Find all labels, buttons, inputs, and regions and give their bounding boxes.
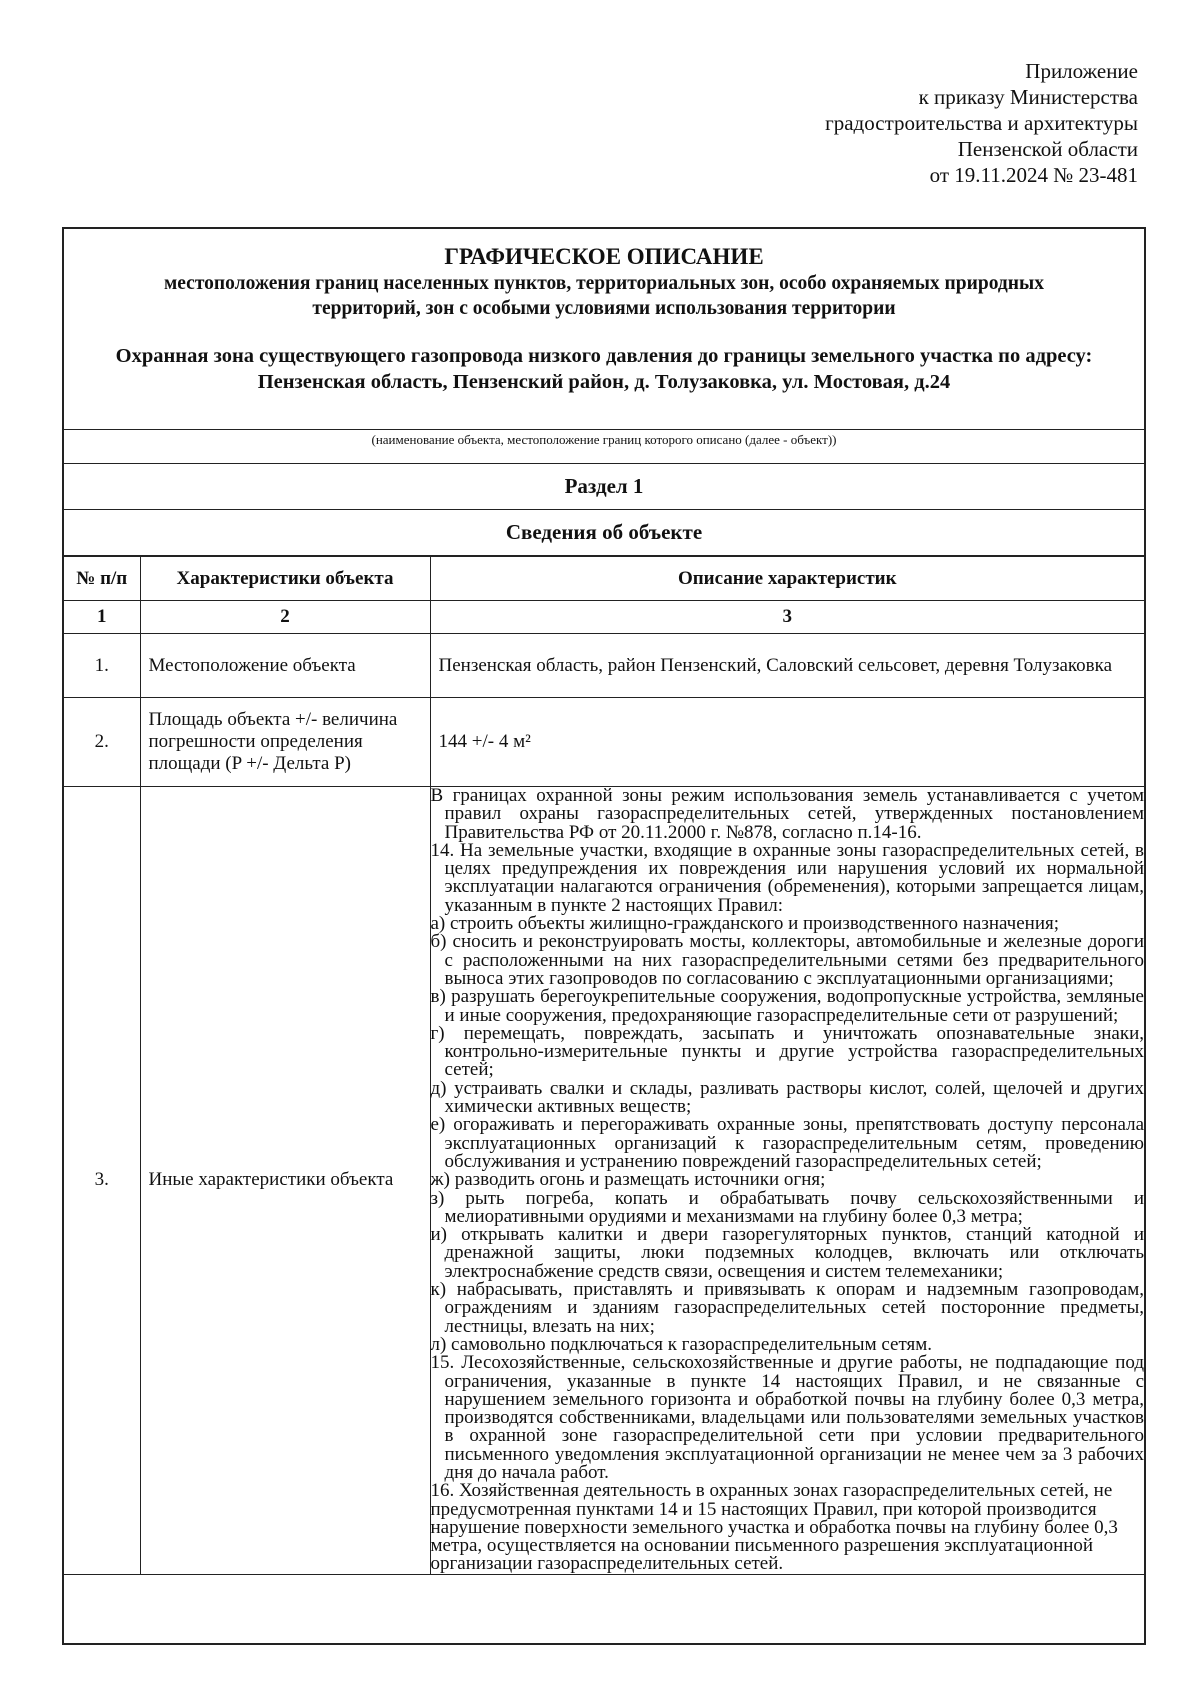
header-cell-description: Описание характеристик — [430, 557, 1144, 601]
description-paragraph: г) перемещать, повреждать, засыпать и уничтожать опознавательные знаки, контрольно-измерительные пункты и другие устройства газораспределительных сетей; — [430, 1022, 1144, 1081]
document-title: ГРАФИЧЕСКОЕ ОПИСАНИЕ — [444, 244, 764, 269]
description-paragraph: ж) разводить огонь и размещать источники огня; — [430, 1169, 826, 1191]
description-paragraph: а) строить объекты жилищно-гражданского и производственного назначения; — [430, 913, 1060, 935]
appendix-line: Пензенской области — [957, 137, 1138, 161]
description-paragraph: 14. На земельные участки, входящие в охранные зоны газораспределительных сетей, в целях предупреждения их повреждения или нарушения условий их нормальной эксплуатации налагаются ограничения (обременения), которыми запрещается лицам, указанным в пункте 2 настоящих Правил: — [430, 839, 1144, 916]
header-cell-number: № п/п — [64, 557, 140, 601]
table-header-row — [64, 557, 1144, 601]
row-value: Пензенская область, район Пензенский, Саловский сельсовет, деревня Толузаковка — [430, 634, 1144, 698]
description-paragraph: и) открывать калитки и двери газорегуляторных пунктов, станций катодной и дренажной защиты, люки подземных колодцев, включать или отключать электроснабжение средств связи, освещения и систем телемеханики; — [430, 1224, 1144, 1282]
row-description — [430, 787, 1144, 1575]
description-paragraph: к) набрасывать, приставлять и привязывать к опорам и надземным газопроводам, ограждениям и зданиям газораспределительных сетей посторонние предметы, лестницы, влезать на них; — [430, 1279, 1144, 1337]
row-number: 3. — [64, 787, 140, 1575]
description-paragraph: В границах охранной зоны режим использования земель устанавливается с учетом правил охраны газораспределительных сетей, утвержденных постановлением Правительства РФ от 20.11.2000 г. №878, согласно п.14-16. — [430, 785, 1144, 843]
row-number: 1. — [64, 634, 140, 698]
column-number-cell: 1 — [64, 601, 140, 634]
appendix-block — [618, 58, 1138, 188]
description-paragraph: 15. Лесохозяйственные, сельскохозяйственные и другие работы, не подпадающие под ограничения, указанные в пункте 14 настоящих Правил, и не связанные с нарушением земельного горизонта и обработкой почвы на глубину более 0,3 метра, производятся собственниками, владельцами или пользователями земельных участков в охранной зоне газораспределительной сети при условии предварительного письменного уведомления эксплуатационной организации не менее чем за 3 рабочих дня до начала работ. — [430, 1352, 1144, 1483]
column-number-cell: 2 — [140, 601, 430, 634]
section-title: Раздел 1 — [64, 464, 1144, 510]
document-frame — [62, 227, 1146, 1645]
description-paragraph: д) устраивать свалки и склады, разливать растворы кислот, солей, щелочей и других химически активных веществ; — [430, 1077, 1144, 1118]
object-info-table — [64, 556, 1144, 1575]
description-paragraph: б) сносить и реконструировать мосты, коллекторы, автомобильные и железные дороги с расположенными на них газораспределительными сетями без предварительного выноса этих газопроводов по согласованию с эксплуатационными организациями; — [430, 931, 1144, 989]
table-row — [64, 698, 1144, 787]
description-paragraph: е) огораживать и перегораживать охранные зоны, препятствовать доступу персонала эксплуатационных организаций к газораспределительным сетям, проведению обслуживания и устранению повреждений газораспределительных сетей; — [430, 1114, 1144, 1172]
section-subtitle: Сведения об объекте — [64, 510, 1144, 556]
column-number-row — [64, 601, 1144, 634]
table-row — [64, 634, 1144, 698]
appendix-line: градостроительства и архитектуры — [825, 111, 1138, 135]
row-characteristic: Площадь объекта +/- величина погрешности определения площади (P +/- Дельта P) — [140, 698, 430, 787]
appendix-line: Приложение — [1025, 59, 1138, 83]
document-subtitle: местоположения границ населенных пунктов, территориальных зон, особо охраняемых природных территорий, зон с особыми условиями использования территории — [164, 273, 1044, 319]
description-paragraph: з) рыть погреба, копать и обрабатывать почву сельскохозяйственными и мелиоративными орудиями и механизмами на глубину более 0,3 метра; — [430, 1187, 1144, 1227]
table-row — [64, 787, 1144, 1575]
description-paragraph: 16. Хозяйственная деятельность в охранных зонах газораспределительных сетей, не предусмотренная пунктами 14 и 15 настоящих Правил, при которой производится нарушение поверхности земельного участка и обработка почвы на глубину более 0,3 метра, осуществляется на основании письменного разрешения эксплуатационной организации газораспределительных сетей. — [430, 1480, 1118, 1575]
description-paragraph: в) разрушать берегоукрепительные сооружения, водопропускные устройства, земляные и иные сооружения, предохраняющие газораспределительные сети от разрушений; — [430, 986, 1144, 1026]
row-characteristic: Иные характеристики объекта — [140, 787, 430, 1575]
header-cell-characteristics: Характеристики объекта — [140, 557, 430, 601]
row-number: 2. — [64, 698, 140, 787]
appendix-date-number: от 19.11.2024 № 23-481 — [929, 163, 1138, 187]
row-characteristic: Местоположение объекта — [140, 634, 430, 698]
appendix-line: к приказу Министерства — [918, 85, 1138, 109]
column-number-cell: 3 — [430, 601, 1144, 634]
description-paragraph: л) самовольно подключаться к газораспределительным сетям. — [430, 1333, 933, 1355]
row-value: 144 +/- 4 м² — [430, 698, 1144, 787]
object-name: Охранная зона существующего газопровода низкого давления до границы земельного участка по адресу: Пензенская область, Пензенский район, д. Толузаковка, ул. Мостовая, д.24 — [115, 345, 1093, 393]
heading-block — [64, 229, 1144, 430]
object-name-note: (наименование объекта, местоположение границ которого описано (далее - объект)) — [64, 430, 1144, 464]
